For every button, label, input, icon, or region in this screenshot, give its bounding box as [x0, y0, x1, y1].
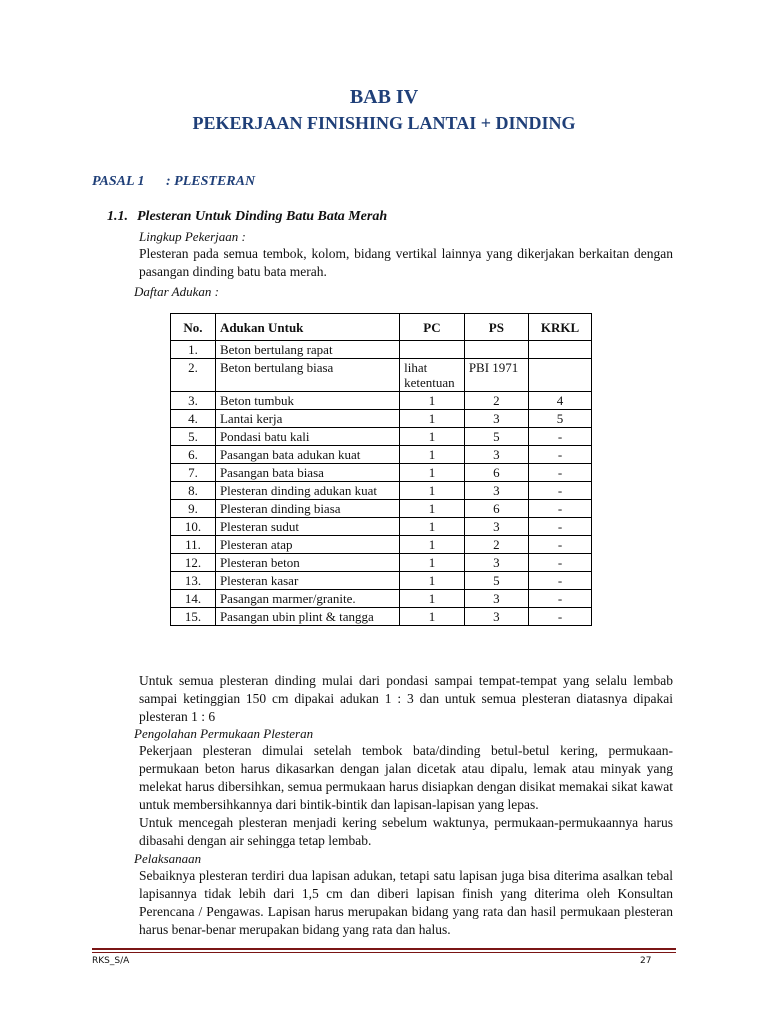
cell-pc: 1 — [400, 518, 465, 536]
chapter-heading: BAB IV — [349, 86, 419, 108]
pengolahan-label: Pengolahan Permukaan Plesteran — [134, 726, 314, 741]
section-heading — [107, 209, 387, 225]
cell-no: 3. — [171, 392, 216, 410]
cell-pc: 1 — [400, 392, 465, 410]
pengolahan-text-1: Pekerjaan plesteran dimulai setelah tembok bata/dinding betul-betul kering, permukaan-permukaan beton harus dikasarkan dengan jalan dicetak atau dipalu, lemak atau minyak yang melekat harus dibersihkan, semua permukaan harus disiapkan dengan disikat memakai sikat kawat untuk membersihkannya dari bintik-bintik dan lapisan-lapisan yang lepas. — [139, 743, 673, 812]
footer-doc-code: RKS_S/A — [92, 956, 130, 966]
table-row — [171, 359, 592, 392]
cell-adukan: Beton bertulang rapat — [215, 341, 399, 359]
cell-adukan: Pasangan marmer/granite. — [215, 590, 399, 608]
cell-krkl: - — [528, 608, 591, 626]
cell-ps: 3 — [464, 482, 528, 500]
cell-ps: 5 — [464, 572, 528, 590]
cell-no: 15. — [171, 608, 216, 626]
pengolahan-text-2: Untuk mencegah plesteran menjadi kering sebelum waktunya, permukaan-permukaannya harus dibasahi dengan air sehingga tetap lembab. — [139, 815, 673, 848]
adukan-table — [170, 313, 592, 626]
header-krkl: KRKL — [528, 314, 591, 341]
cell-krkl: - — [528, 428, 591, 446]
daftar-label: Daftar Adukan : — [134, 284, 219, 299]
table-row — [171, 500, 592, 518]
section-title: Plesteran Untuk Dinding Batu Bata Merah — [137, 209, 388, 224]
table-row — [171, 464, 592, 482]
cell-no: 6. — [171, 446, 216, 464]
cell-adukan: Beton bertulang biasa — [215, 359, 399, 392]
cell-pc: 1 — [400, 572, 465, 590]
cell-pc: 1 — [400, 608, 465, 626]
cell-pc: 1 — [400, 410, 465, 428]
cell-pc: lihat ketentuan — [400, 359, 465, 392]
cell-adukan: Plesteran dinding biasa — [215, 500, 399, 518]
cell-ps: 3 — [464, 410, 528, 428]
header-ps: PS — [464, 314, 528, 341]
chapter-title: PEKERJAAN FINISHING LANTAI + DINDING — [192, 113, 576, 133]
cell-krkl: 4 — [528, 392, 591, 410]
cell-pc: 1 — [400, 500, 465, 518]
page-number: 27 — [640, 956, 652, 966]
cell-ps: 5 — [464, 428, 528, 446]
table-row — [171, 482, 592, 500]
cell-ps: 3 — [464, 590, 528, 608]
cell-adukan: Plesteran beton — [215, 554, 399, 572]
cell-adukan: Pasangan bata adukan kuat — [215, 446, 399, 464]
cell-ps — [464, 341, 528, 359]
cell-ps: 6 — [464, 464, 528, 482]
cell-no: 5. — [171, 428, 216, 446]
cell-no: 1. — [171, 341, 216, 359]
cell-adukan: Plesteran kasar — [215, 572, 399, 590]
cell-no: 9. — [171, 500, 216, 518]
cell-ps: PBI 1971 — [464, 359, 528, 392]
table-row — [171, 554, 592, 572]
table-row — [171, 410, 592, 428]
cell-krkl: - — [528, 482, 591, 500]
cell-krkl: - — [528, 590, 591, 608]
cell-no: 7. — [171, 464, 216, 482]
table-row — [171, 590, 592, 608]
cell-no: 11. — [171, 536, 216, 554]
lingkup-label: Lingkup Pekerjaan : — [139, 229, 246, 244]
cell-adukan: Lantai kerja — [215, 410, 399, 428]
pelaksanaan-label: Pelaksanaan — [134, 851, 202, 866]
table-row — [171, 392, 592, 410]
cell-krkl: - — [528, 572, 591, 590]
cell-no: 8. — [171, 482, 216, 500]
cell-krkl: - — [528, 518, 591, 536]
cell-adukan: Pondasi batu kali — [215, 428, 399, 446]
cell-adukan: Pasangan bata biasa — [215, 464, 399, 482]
cell-krkl: - — [528, 446, 591, 464]
pasal-title: : PLESTERAN — [166, 174, 256, 189]
cell-ps: 3 — [464, 446, 528, 464]
cell-no: 14. — [171, 590, 216, 608]
cell-krkl: - — [528, 464, 591, 482]
cell-no: 13. — [171, 572, 216, 590]
after-table-text: Untuk semua plesteran dinding mulai dari pondasi sampai tempat-tempat yang selalu lembab sampai ketinggian 150 cm dipakai adukan 1 : 3 dan untuk semua plesteran diatasnya dipakai plesteran 1 : 6 — [139, 673, 673, 724]
cell-pc: 1 — [400, 428, 465, 446]
pasal-heading — [92, 174, 255, 190]
table-header-row — [171, 314, 592, 341]
cell-adukan: Plesteran sudut — [215, 518, 399, 536]
table-row — [171, 446, 592, 464]
lingkup-text: Plesteran pada semua tembok, kolom, bidang vertikal lainnya yang dikerjakan berkaitan dengan pasangan dinding batu bata merah. — [139, 246, 673, 279]
header-adukan: Adukan Untuk — [215, 314, 399, 341]
footer-rule-thin — [92, 952, 676, 953]
cell-ps: 3 — [464, 518, 528, 536]
cell-krkl: 5 — [528, 410, 591, 428]
cell-no: 4. — [171, 410, 216, 428]
cell-no: 10. — [171, 518, 216, 536]
cell-adukan: Plesteran atap — [215, 536, 399, 554]
cell-krkl — [528, 341, 591, 359]
table-row — [171, 608, 592, 626]
cell-pc: 1 — [400, 554, 465, 572]
cell-pc: 1 — [400, 446, 465, 464]
footer-rule — [92, 948, 676, 950]
table-row — [171, 536, 592, 554]
cell-no: 2. — [171, 359, 216, 392]
cell-pc: 1 — [400, 464, 465, 482]
cell-krkl: - — [528, 500, 591, 518]
cell-ps: 2 — [464, 536, 528, 554]
pelaksanaan-text: Sebaiknya plesteran terdiri dua lapisan adukan, tetapi satu lapisan juga bisa diterima asalkan tebal lapisannya tidak lebih dari 1,5 cm dan diberi lapisan finish yang diterima oleh Konsultan Perencana / Pengawas. Lapisan harus merupakan bidang yang rata dan hasil permukaan plesteran harus benar-benar merupakan bidang yang rata dan halus. — [139, 868, 673, 937]
pasal-label: PASAL 1 — [92, 174, 145, 189]
cell-pc: 1 — [400, 590, 465, 608]
cell-ps: 3 — [464, 608, 528, 626]
header-pc: PC — [400, 314, 465, 341]
cell-ps: 2 — [464, 392, 528, 410]
table-row — [171, 341, 592, 359]
cell-pc — [400, 341, 465, 359]
cell-pc: 1 — [400, 536, 465, 554]
cell-adukan: Pasangan ubin plint & tangga — [215, 608, 399, 626]
cell-krkl: - — [528, 536, 591, 554]
section-number: 1.1. — [107, 209, 128, 224]
cell-krkl — [528, 359, 591, 392]
cell-pc: 1 — [400, 482, 465, 500]
cell-ps: 6 — [464, 500, 528, 518]
table-row — [171, 518, 592, 536]
cell-no: 12. — [171, 554, 216, 572]
cell-ps: 3 — [464, 554, 528, 572]
table-row — [171, 572, 592, 590]
cell-adukan: Plesteran dinding adukan kuat — [215, 482, 399, 500]
cell-adukan: Beton tumbuk — [215, 392, 399, 410]
header-no: No. — [171, 314, 216, 341]
cell-krkl: - — [528, 554, 591, 572]
table-row — [171, 428, 592, 446]
